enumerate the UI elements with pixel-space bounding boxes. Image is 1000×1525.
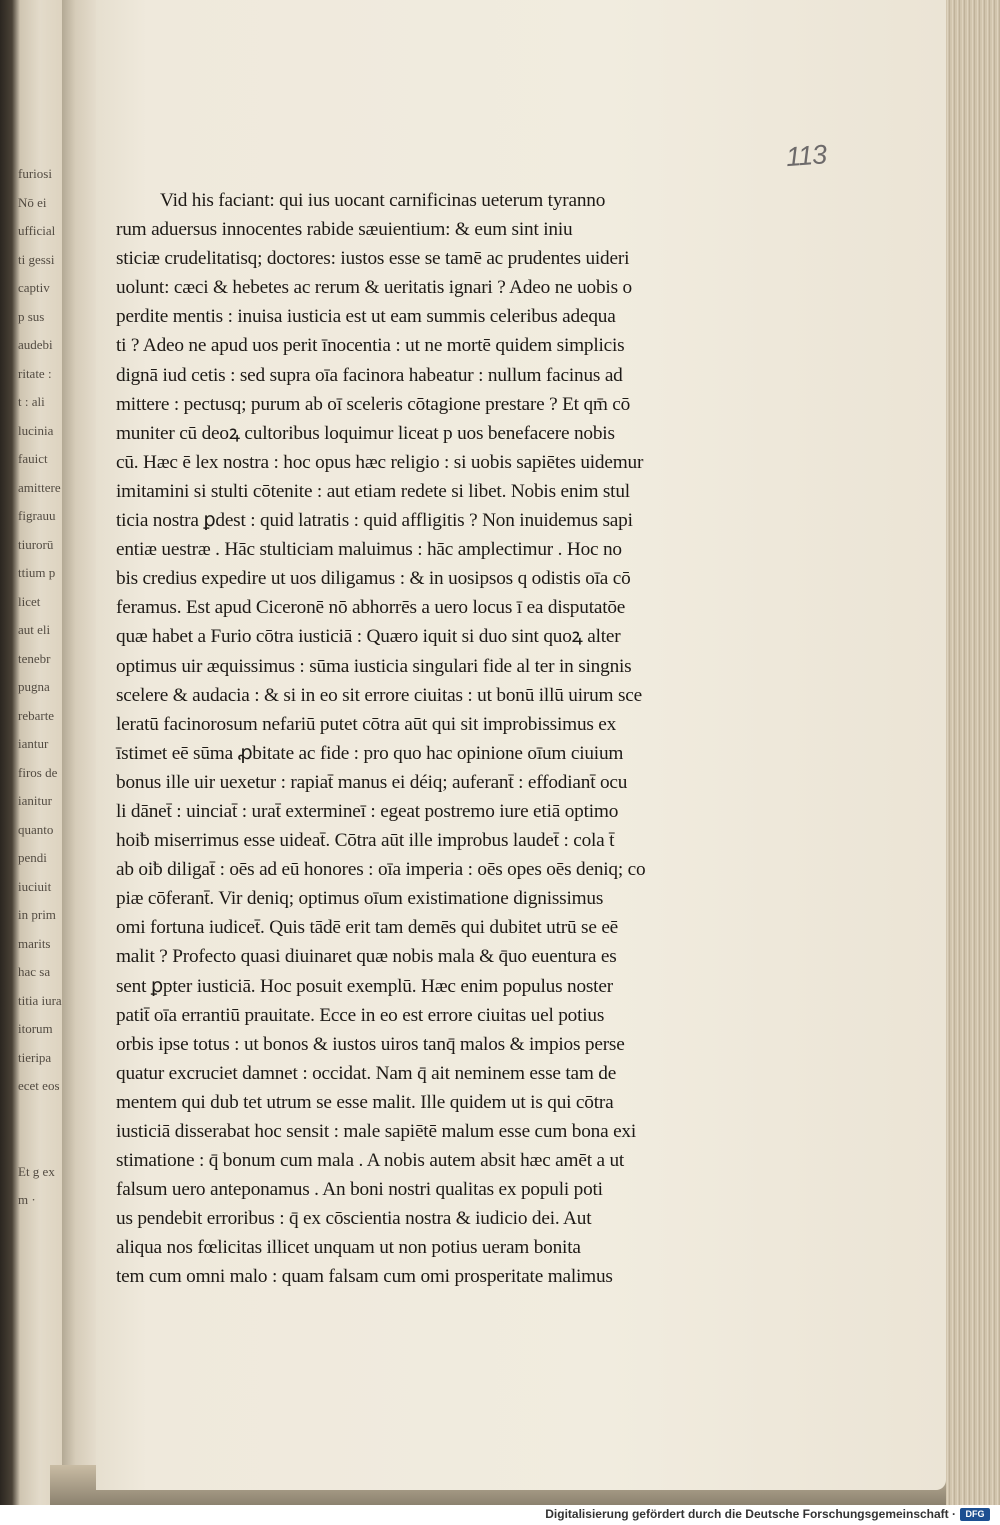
left-fragment: titia iura xyxy=(18,992,62,1008)
text-line: rum aduersus innocentes rabide sæuientium: & eum sint iniu xyxy=(116,219,573,241)
left-fragment: fauict xyxy=(18,451,48,466)
left-fragment: rebarte xyxy=(18,707,55,723)
text-line: orbis ipse totus : ut bonos & iustos uiros tanq̄ malos & impios perse xyxy=(116,1033,625,1055)
left-fragment: audebi xyxy=(18,337,53,352)
text-line: scelere & audacia : & si in eo sit errore ciuitas : ut bonū illū uirum sce xyxy=(116,684,642,706)
text-line: uolunt: cæci & hebetes ac rerum & ueritatis ignari ? Adeo ne uobis o xyxy=(116,277,632,299)
left-fragment: tieripa xyxy=(18,1049,52,1065)
text-line: malit ? Profecto quasi diuinaret quæ nobis mala & q̄uo euentura es xyxy=(116,946,617,968)
left-fragment: pugna xyxy=(18,679,50,694)
text-line: Vid his faciant: qui ius uocant carnificinas ueterum tyranno xyxy=(160,190,606,211)
left-fragment: t : ali xyxy=(18,394,45,409)
text-line: ticia nostra ꝑdest : quid latratis : quid affligitis ? Non inuidemus sapi xyxy=(116,510,633,532)
left-fragment: aut eli xyxy=(18,622,51,637)
text-line: mittere : pectusq; purum ab oī sceleris cōtagione prestare ? Et qm̄ cō xyxy=(116,393,631,415)
text-line: hoiƀ miserrimus esse uideat̄. Cōtra aūt ille improbus laudet̄ : cola t̄ xyxy=(116,830,615,852)
text-line: ab oiƀ diligat̄ : oēs ad eū honores : oīa imperia : oēs opes oēs deniq; co xyxy=(116,859,646,881)
text-line: leratū facinorosum nefariū putet cōtra aūt qui sit improbissimus ex xyxy=(116,713,617,735)
text-line: quatur excruciet damnet : occidat. Nam q̄ ait neminem esse tam de xyxy=(116,1062,617,1084)
text-line: li dānet̄ : uinciat̄ : urat̄ extermineī : egeat postremo iure etiā optimo xyxy=(116,800,619,822)
text-line: iusticiā disserabat hoc sensit : male sapiētē malum esse cum bona exi xyxy=(116,1121,637,1142)
left-fragment: m · xyxy=(18,1192,36,1207)
left-fragment: p sus xyxy=(18,308,45,324)
text-line: ti ? Adeo ne apud uos perit īnocentia : ut ne mortē quidem simplicis xyxy=(116,335,625,357)
text-line: stimatione : q̄ bonum cum mala . A nobis autem absit hæc amēt a ut xyxy=(116,1150,625,1172)
text-line: perdite mentis : inuisa iusticia est ut eam summis celeribus adequa xyxy=(116,306,616,328)
left-fragment: ti gessi xyxy=(18,251,55,267)
text-line: bonus ille uir uexetur : rapiat̄ manus ei déiq; auferant̄ : effodiant̄ ocu xyxy=(116,771,628,793)
book-gutter xyxy=(62,0,96,1505)
left-fragment: lucinia xyxy=(18,422,54,438)
text-line: imitamini si stulti cōtenite : aut etiam redete si libet. Nobis enim stul xyxy=(116,480,630,502)
left-fragment: Et g ex xyxy=(18,1163,55,1179)
text-line: us pendebit erroribus : q̄ ex cōscientia nostra & iudicio dei. Aut xyxy=(116,1208,592,1230)
left-page-fragments xyxy=(18,160,62,1215)
left-fragment: ecet eos xyxy=(18,1078,60,1093)
left-page-edge xyxy=(0,0,62,1505)
left-fragment: ufficial xyxy=(18,223,56,238)
left-fragment: itorum xyxy=(18,1021,53,1036)
text-line: īstimet eē sūma ꝓbitate ac fide : pro quo hac opinione oīum ciuium xyxy=(116,742,624,764)
text-line: patit̄ oīa errantiū prauitate. Ecce in eo est errore ciuitas uel potius xyxy=(116,1004,605,1026)
left-fragment: hac sa xyxy=(18,964,51,979)
text-line: mentem qui dub tet utrum se esse malit. Ille quidem ut is qui cōtra xyxy=(116,1091,614,1113)
text-line: aliqua nos fœlicitas illicet unquam ut non potius ueram bonita xyxy=(116,1237,581,1259)
left-fragment xyxy=(18,1129,62,1158)
dfg-logo: DFG xyxy=(960,1508,990,1521)
left-fragment: figrauu xyxy=(18,508,56,523)
text-block xyxy=(116,186,731,1292)
text-line: optimus uir æquissimus : sūma iusticia singulari fide al ter in singnis xyxy=(116,655,632,677)
left-fragment: iuciuit xyxy=(18,878,52,894)
text-line: piæ cōferant̄. Vir deniq; optimus oīum existimatione dignissimus xyxy=(116,888,604,910)
left-fragment: ritate : xyxy=(18,365,52,381)
left-fragment: Nō ei xyxy=(18,194,47,210)
left-fragment: quanto xyxy=(18,821,54,837)
text-line: muniter cū deoꝝ cultoribus loquimur liceat p uos benefacere nobis xyxy=(116,422,615,444)
left-fragment: tiurorū xyxy=(18,536,54,552)
left-fragment: amittere xyxy=(18,479,61,495)
left-fragment: iantur xyxy=(18,736,49,751)
left-fragment xyxy=(18,1101,62,1130)
left-fragment: captiv xyxy=(18,280,50,295)
left-fragment: firos de xyxy=(18,764,58,780)
footer-credit: Digitalisierung gefördert durch die Deutsche Forschungsgemeinschaft · xyxy=(545,1507,956,1521)
left-fragment: furiosi xyxy=(18,166,52,181)
text-line: feramus. Est apud Ciceronē nō abhorrēs a uero locus ī ea disputatōe xyxy=(116,597,626,619)
text-line: dignā iud cetis : sed supra oīa facinora habeatur : nullum facinus ad xyxy=(116,364,623,386)
page-stack-edge xyxy=(946,0,1000,1505)
folio-number: 113 xyxy=(784,139,828,173)
text-line: entiæ uestræ . Hāc stulticiam maluimus : hāc amplectimur . Hoc no xyxy=(116,539,622,561)
text-line: bis credius expedire ut uos diligamus : & in uosipsos q odistis oīa cō xyxy=(116,568,631,590)
left-fragment: pendi xyxy=(18,850,47,865)
text-line: sticiæ crudelitatisq; doctores: iustos esse se tamē ac prudentes uideri xyxy=(116,248,630,270)
left-fragment: ianitur xyxy=(18,793,52,808)
left-fragment: tenebr xyxy=(18,650,51,666)
left-fragment: ttium p xyxy=(18,565,56,580)
text-line: omi fortuna iudicet̄. Quis tādē erit tam demēs qui dubitet utrū se eē xyxy=(116,917,619,939)
text-line: quæ habet a Furio cōtra iusticiā : Quæro iquit si duo sint quoꝝ alter xyxy=(116,626,621,648)
text-line: tem cum omni malo : quam falsam cum omi prosperitate malimus xyxy=(116,1266,613,1288)
left-fragment: marits xyxy=(18,935,51,951)
digitization-footer xyxy=(0,1505,1000,1525)
text-line: sent ꝑpter iusticiā. Hoc posuit exemplū. Hæc enim populus noster xyxy=(116,975,613,997)
text-line: cū. Hæc ē lex nostra : hoc opus hæc religio : si uobis sapiētes uidemur xyxy=(116,451,644,473)
left-fragment: in prim xyxy=(18,907,56,922)
left-fragment: licet xyxy=(18,593,41,609)
text-line: falsum uero anteponamus . An boni nostri qualitas ex populi poti xyxy=(116,1179,603,1201)
